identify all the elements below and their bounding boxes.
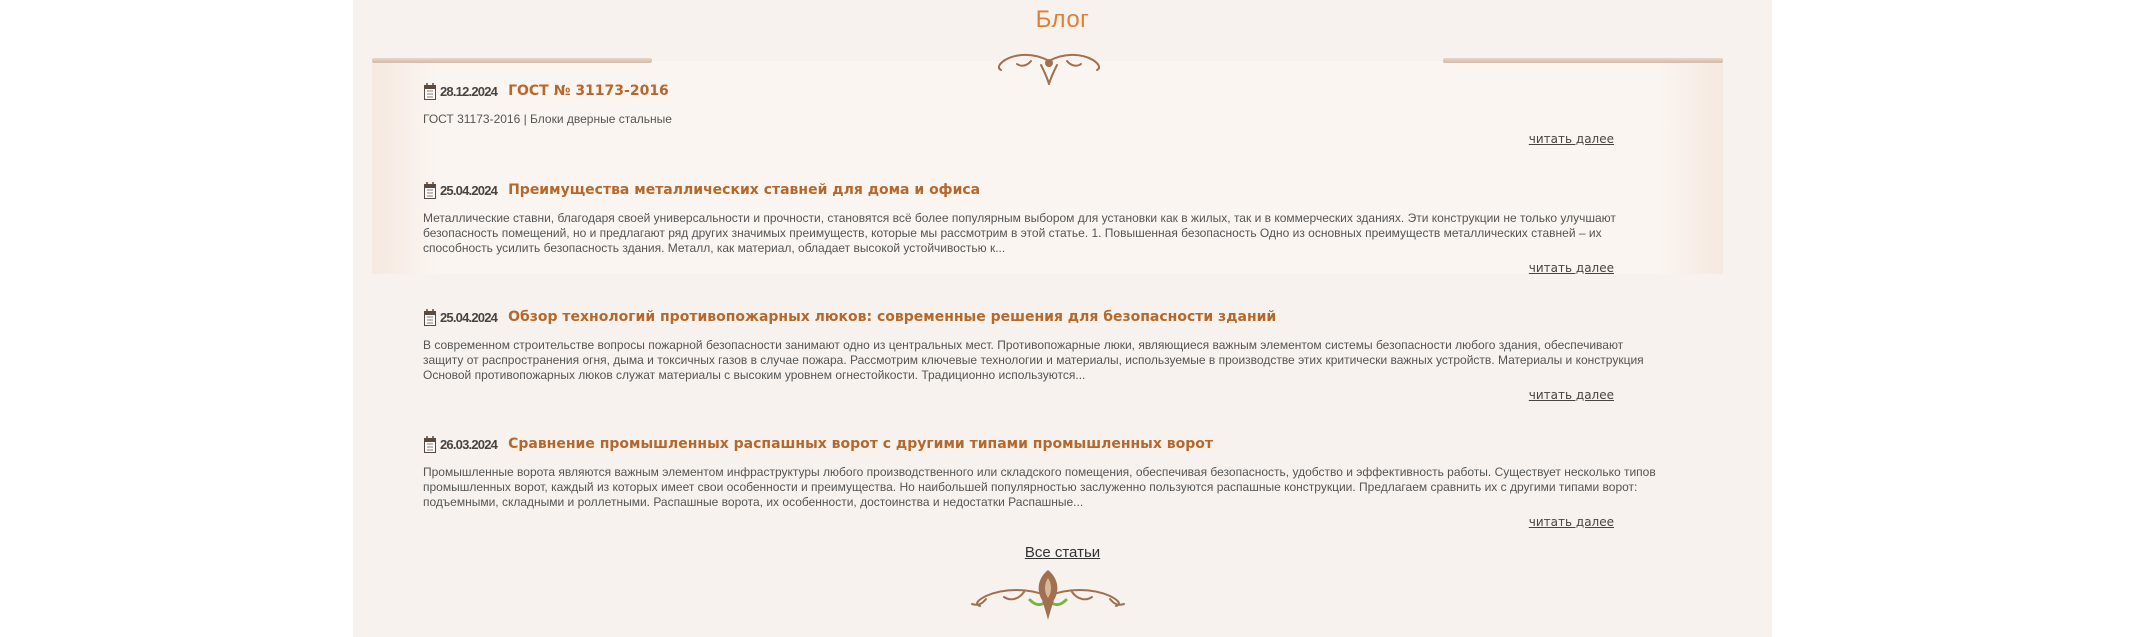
decorative-line-right bbox=[1443, 58, 1723, 63]
post-header bbox=[423, 178, 980, 202]
post-excerpt bbox=[423, 465, 1693, 510]
post-header bbox=[423, 432, 1213, 456]
post-title-link[interactable]: ГОСТ № 31173-2016 bbox=[508, 83, 669, 99]
post-header bbox=[423, 305, 1276, 329]
excerpt-line: безопасность помещений, но и предлагают ряд других значимых преимуществ, которые мы рассмотрим в этой статье. 1. Повышенная безопасность Одно из основных преимуществ металлических ставней – их bbox=[423, 226, 1602, 240]
post-excerpt: ГОСТ 31173-2016 | Блоки дверные стальные bbox=[423, 112, 672, 126]
post-title-link[interactable]: Преимущества металлических ставней для дома и офиса bbox=[508, 182, 981, 198]
calendar-icon bbox=[423, 308, 437, 327]
page-title: Блог bbox=[1035, 6, 1090, 33]
blog-page bbox=[353, 0, 1772, 637]
post-excerpt bbox=[423, 211, 1693, 256]
post-date: 28.12.2024 bbox=[440, 83, 498, 99]
excerpt-line: В современном строительстве вопросы пожарной безопасности занимают одно из центральных мест. Противопожарные люки, являющиеся важным элементом системы безопасности любого здания, обеспечивают bbox=[423, 338, 1624, 352]
post-title-link[interactable]: Обзор технологий противопожарных люков: современные решения для безопасности зданий bbox=[508, 309, 1277, 325]
post-date: 25.04.2024 bbox=[440, 182, 498, 198]
calendar-icon bbox=[423, 435, 437, 454]
ornament-top-icon bbox=[991, 51, 1107, 89]
ornament-bottom-icon bbox=[968, 566, 1128, 624]
decorative-line-left bbox=[372, 58, 652, 63]
read-more-link[interactable]: читать далее bbox=[1528, 388, 1614, 402]
read-more-link[interactable]: читать далее bbox=[1528, 515, 1614, 529]
all-articles-link[interactable]: Все статьи bbox=[1024, 544, 1101, 561]
calendar-icon bbox=[423, 181, 437, 200]
read-more-link[interactable]: читать далее bbox=[1528, 261, 1614, 275]
post-header bbox=[423, 79, 669, 103]
excerpt-line: подъемными, складными и роллетными. Распашные ворота, их особенности, достоинства и недостатки Распашные... bbox=[423, 495, 1084, 509]
excerpt-line: способность усилить безопасность здания. Металл, как материал, обладает высокой устойчивостью к... bbox=[423, 241, 1006, 255]
post-date: 26.03.2024 bbox=[440, 436, 498, 452]
excerpt-line: Основой противопожарных люков служат материалы с высоким уровнем огнестойкости. Традиционно используются... bbox=[423, 368, 1086, 382]
excerpt-line: промышленных ворот, каждый из которых имеет свои особенности и преимущества. Но наибольшей популярностью заслуженно пользуются распашные конструкции. Предлагаем сравнить их с другими типами ворот: bbox=[423, 480, 1638, 494]
excerpt-line: защиту от распространения огня, дыма и токсичных газов в случае пожара. Рассмотрим ключевые технологии и материалы, используемые в производстве этих критически важных устройств. Материалы и конструкция bbox=[423, 353, 1644, 367]
all-articles-container bbox=[353, 544, 1772, 562]
excerpt-line: Промышленные ворота являются важным элементом инфраструктуры любого производственного или складского помещения, обеспечивая безопасность, удобство и эффективность работы. Существует несколько типов bbox=[423, 465, 1656, 479]
excerpt-line: Металлические ставни, благодаря своей универсальности и прочности, становятся всё более популярным выбором для установки как в жилых, так и в коммерческих зданиях. Эти конструкции не только улучшают bbox=[423, 211, 1616, 225]
calendar-icon bbox=[423, 82, 437, 101]
post-excerpt bbox=[423, 338, 1693, 383]
post-title-link[interactable]: Сравнение промышленных распашных ворот с другими типами промышленных ворот bbox=[508, 436, 1213, 452]
read-more-link[interactable]: читать далее bbox=[1528, 132, 1614, 146]
post-date: 25.04.2024 bbox=[440, 309, 498, 325]
